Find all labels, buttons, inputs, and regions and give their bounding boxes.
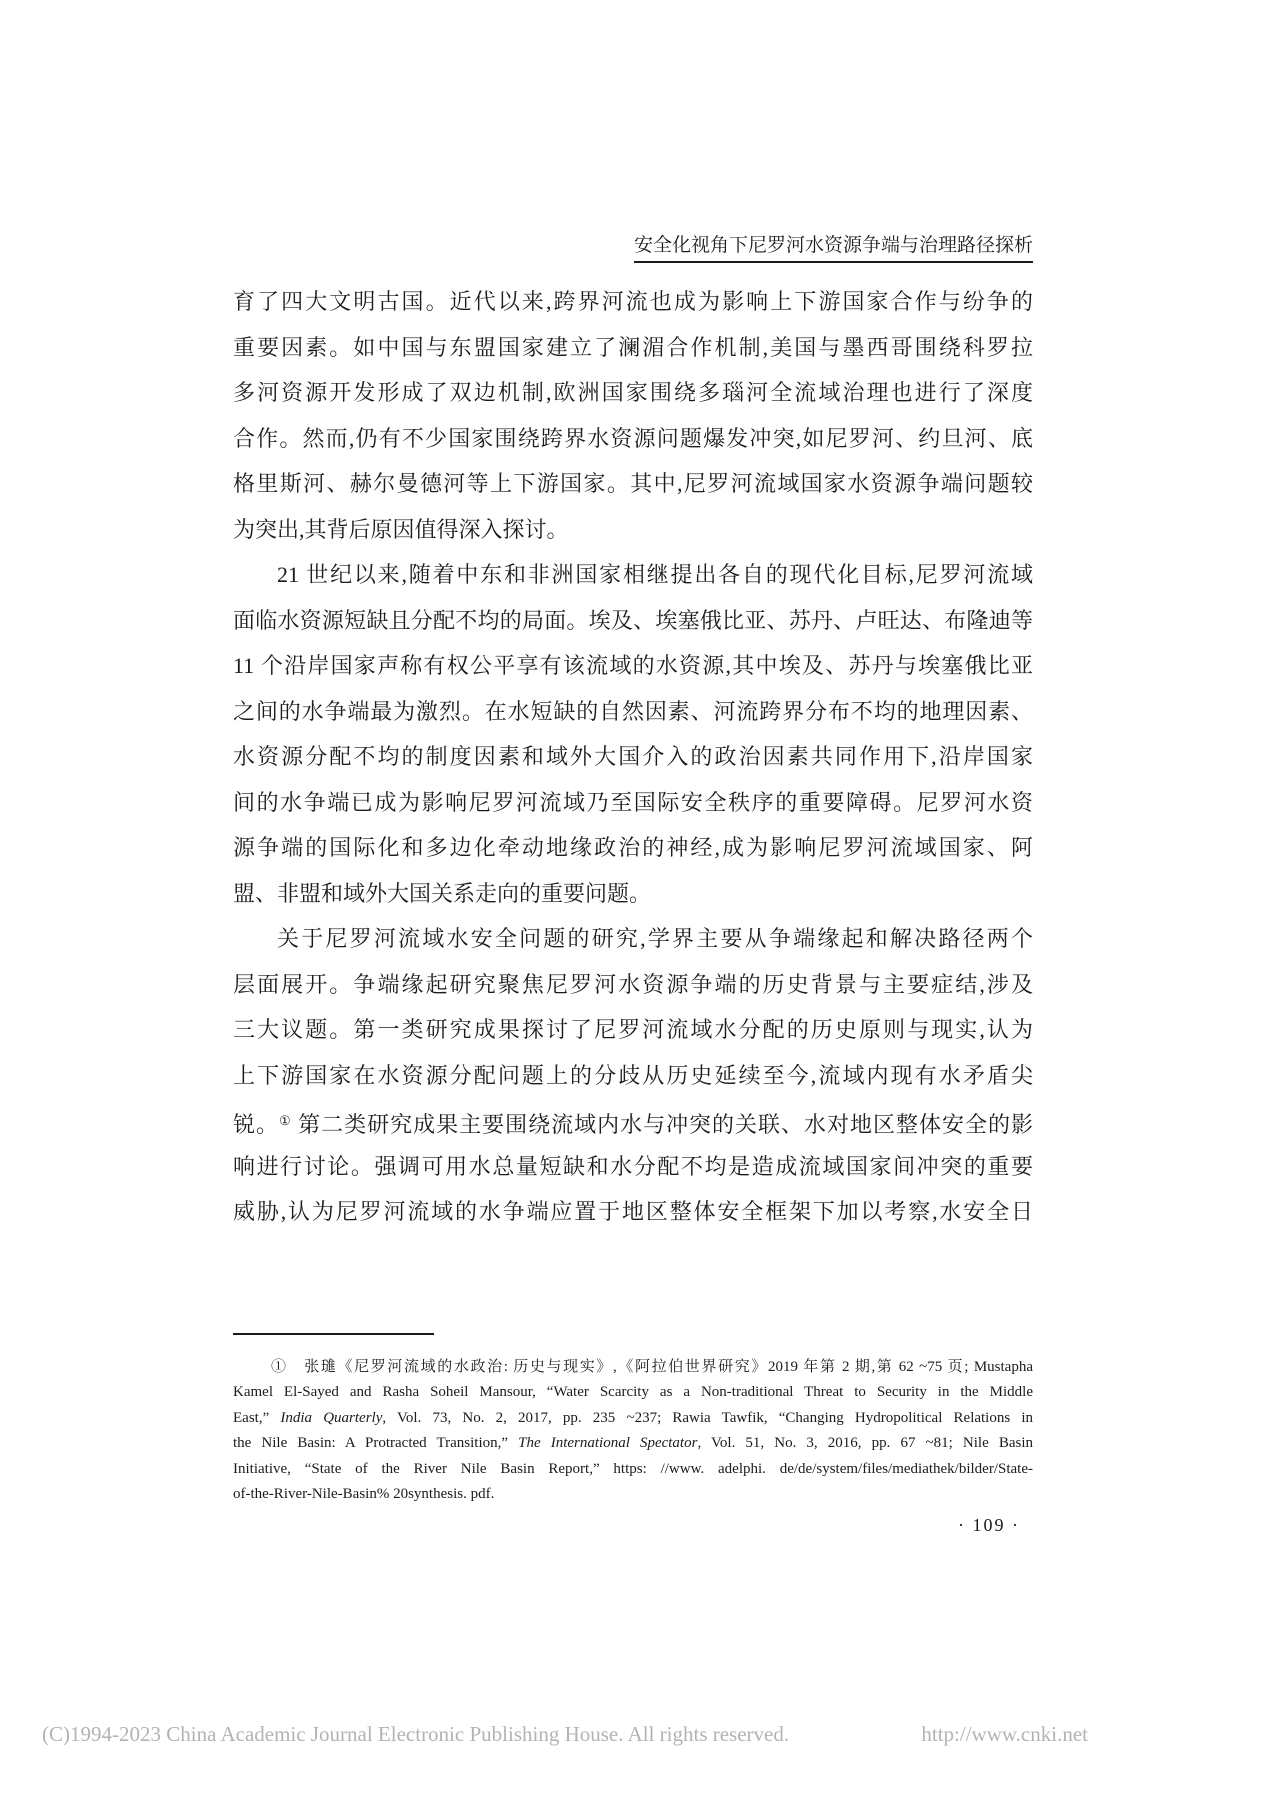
body-line: 三大议题。第一类研究成果探讨了尼罗河流域水分配的历史原则与现实,认为 <box>233 1017 1033 1042</box>
body-text: 第二类研究成果主要围绕流域内水与冲突的关联、水对地区整体安全的影 <box>291 1112 1033 1137</box>
body-line: 面临水资源短缺且分配不均的局面。埃及、埃塞俄比亚、苏丹、卢旺达、布隆迪等 <box>233 607 1033 633</box>
body-line: 为突出,其背后原因值得深入探讨。 <box>233 516 569 542</box>
body-line: 水资源分配不均的制度因素和域外大国介入的政治因素共同作用下,沿岸国家 <box>233 744 1033 769</box>
journal-name-italic: India Quarterly <box>280 1409 383 1426</box>
footnote-text: the Nile Basin: A Protracted Transition,” <box>233 1435 519 1452</box>
body-line: 源争端的国际化和多边化牵动地缘政治的神经,成为影响尼罗河流域国家、阿 <box>233 835 1033 860</box>
footnote <box>233 1355 1033 1507</box>
body-line <box>233 1098 1033 1144</box>
body-line: 多河资源开发形成了双边机制,欧洲国家围绕多瑙河全流域治理也进行了深度 <box>233 380 1033 405</box>
journal-name-italic: The International Spectator <box>518 1435 698 1452</box>
footer <box>42 1722 1088 1747</box>
footnote-text: East,” <box>233 1409 281 1426</box>
footnote-text: , Vol. 73, No. 2, 2017, pp. 235 ~237; Rawia Tawfik, “Changing Hydropolitical Relations in <box>382 1409 1033 1426</box>
body-line: 间的水争端已成为影响尼罗河流域乃至国际安全秩序的重要障碍。尼罗河水资 <box>233 789 1033 815</box>
body-text: 锐。 <box>233 1112 279 1137</box>
body-line: 格里斯河、赫尔曼德河等上下游国家。其中,尼罗河流域国家水资源争端问题较 <box>233 471 1033 496</box>
body-line: 盟、非盟和域外大国关系走向的重要问题。 <box>233 880 652 906</box>
footnote-line: ① 张璡《尼罗河流域的水政治: 历史与现实》,《阿拉伯世界研究》2019 年第 2 期,第 62 ~75 页; Mustapha <box>271 1359 1033 1375</box>
body-line: 上下游国家在水资源分配问题上的分歧从历史延续至今,流域内现有水矛盾尖 <box>233 1062 1033 1088</box>
page-number: · 109 · <box>958 1515 1020 1535</box>
footnote-line <box>233 1406 1033 1431</box>
footnote-line: Initiative, “State of the River Nile Basin Report,” https: //www. adelphi. de/de/system/files/mediathek/bilder/State- <box>233 1460 1033 1477</box>
body-line: 21 世纪以来,随着中东和非洲国家相继提出各自的现代化目标,尼罗河流域 <box>277 562 1033 587</box>
article-body <box>233 279 1033 1235</box>
body-line: 育了四大文明古国。近代以来,跨界河流也成为影响上下游国家合作与纷争的 <box>233 289 1033 314</box>
body-line: 关于尼罗河流域水安全问题的研究,学界主要从争端缘起和解决路径两个 <box>277 926 1033 951</box>
body-line: 之间的水争端最为激烈。在水短缺的自然因素、河流跨界分布不均的地理因素、 <box>233 698 1033 724</box>
footnote-line: of-the-River-Nile-Basin% 20synthesis. pdf. <box>233 1485 495 1502</box>
body-line: 重要因素。如中国与东盟国家建立了澜湄合作机制,美国与墨西哥围绕科罗拉 <box>233 334 1033 360</box>
body-line: 11 个沿岸国家声称有权公平享有该流域的水资源,其中埃及、苏丹与埃塞俄比亚 <box>233 653 1033 678</box>
copyright-notice: (C)1994-2023 China Academic Journal Electronic Publishing House. All rights reserved. <box>42 1722 790 1746</box>
body-line: 响进行讨论。强调可用水总量短缺和水分配不均是造成流域国家间冲突的重要 <box>233 1153 1033 1179</box>
cnki-url: http://www.cnki.net <box>921 1722 1088 1746</box>
running-title: 安全化视角下尼罗河水资源争端与治理路径探析 <box>634 236 1033 263</box>
footnote-line <box>233 1431 1033 1456</box>
footnote-line: Kamel El-Sayed and Rasha Soheil Mansour, “Water Scarcity as a Non-traditional Threat to Security in the Middle <box>233 1384 1033 1401</box>
footnote-reference-mark: ① <box>279 1113 292 1128</box>
body-line: 层面展开。争端缘起研究聚焦尼罗河水资源争端的历史背景与主要症结,涉及 <box>233 971 1033 997</box>
footnote-separator-rule <box>233 1333 434 1335</box>
body-line: 威胁,认为尼罗河流域的水争端应置于地区整体安全框架下加以考察,水安全日 <box>233 1199 1033 1224</box>
body-line: 合作。然而,仍有不少国家围绕跨界水资源问题爆发冲突,如尼罗河、约旦河、底 <box>233 425 1033 451</box>
footnote-text: , Vol. 51, No. 3, 2016, pp. 67 ~81; Nile Basin <box>697 1435 1033 1452</box>
